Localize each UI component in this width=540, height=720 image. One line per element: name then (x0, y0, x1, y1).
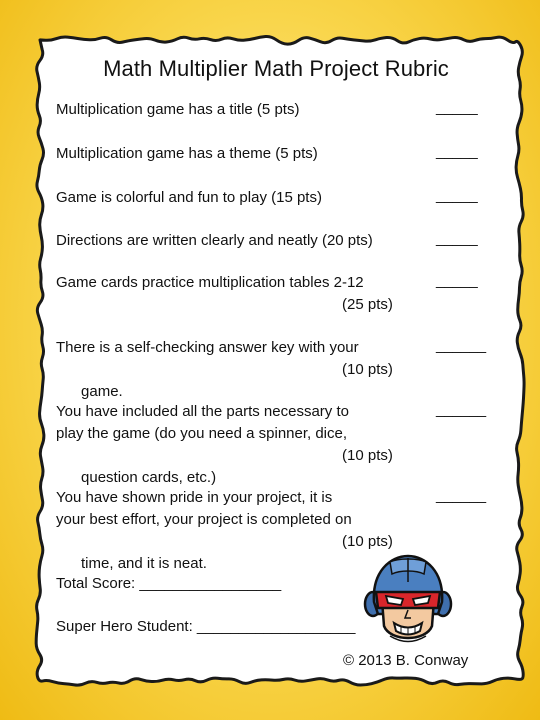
score-blank: ______ (436, 487, 487, 504)
score-blank: _____ (436, 143, 478, 160)
copyright-text: © 2013 B. Conway (343, 652, 469, 669)
rubric-item-text: question cards, etc.) (81, 469, 217, 486)
rubric-item-text: Game cards practice multiplication tables 2-12 (56, 274, 364, 291)
score-blank: ______ (436, 401, 487, 418)
rubric-item-text: You have shown pride in your project, it is (56, 489, 333, 506)
rubric-item-text: game. (81, 383, 123, 400)
score-blank: _____ (436, 99, 478, 116)
super-hero-face-icon (360, 552, 456, 652)
rubric-item-text: Multiplication game has a title (5 pts) (56, 101, 300, 118)
rubric-item-points: (10 pts) (342, 361, 393, 378)
rubric-item (56, 230, 426, 252)
rubric-item-text: Directions are written clearly and neatly (20 pts) (56, 232, 373, 249)
rubric-item-text: There is a self-checking answer key with your (56, 339, 359, 356)
rubric-item-text: time, and it is neat. (81, 555, 207, 572)
page-title: Math Multiplier Math Project Rubric (103, 56, 449, 81)
rubric-item-text: Game is colorful and fun to play (15 pts) (56, 189, 322, 206)
rubric-item-text: Multiplication game has a theme (5 pts) (56, 145, 318, 162)
super-hero-student-field: Super Hero Student: ___________________ (56, 618, 356, 635)
score-blank: _____ (436, 187, 478, 204)
rubric-item-points: (25 pts) (342, 296, 393, 313)
rubric-item (56, 187, 406, 209)
rubric-item (56, 99, 406, 121)
total-score-field: Total Score: _________________ (56, 575, 282, 592)
score-blank: _____ (436, 272, 478, 289)
rubric-item-text: You have included all the parts necessary to (56, 403, 349, 420)
rubric-item (56, 272, 406, 316)
rubric-item-text: your best effort, your project is completed on (56, 511, 352, 528)
rubric-item-points: (10 pts) (342, 533, 393, 550)
rubric-item (56, 487, 406, 619)
score-blank: _____ (436, 230, 478, 247)
score-blank: ______ (436, 337, 487, 354)
rubric-item (56, 143, 406, 165)
rubric-item-points: (10 pts) (342, 447, 393, 464)
rubric-item-text: play the game (do you need a spinner, dice, (56, 425, 348, 442)
